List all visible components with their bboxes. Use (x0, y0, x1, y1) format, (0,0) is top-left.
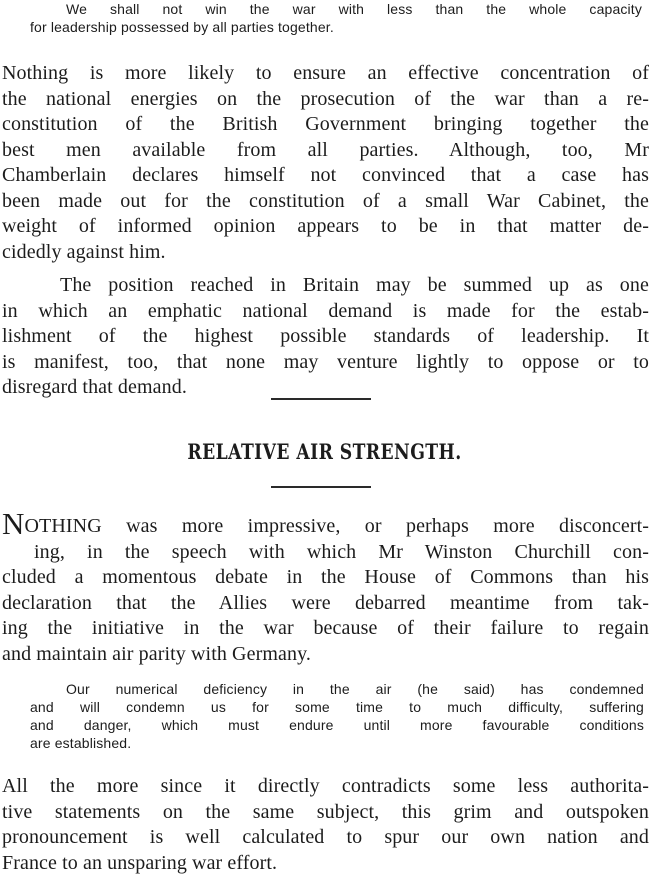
quote-line: Our numerical deficiency in the air (he said) has condemned (66, 680, 644, 698)
text-line: disregard that demand. (2, 375, 649, 401)
quote-line: We shall not win the war with less than the whole capacity (66, 0, 642, 18)
drop-cap: N (2, 514, 25, 540)
text-line: is manifest, too, that none may venture lightly to oppose or to (2, 350, 649, 376)
top-quote (0, 0, 649, 36)
text-line: and maintain air parity with Germany. (2, 642, 649, 668)
text-line: Chamberlain declares himself not convinced that a case has (2, 163, 649, 189)
text-line (2, 514, 649, 540)
text-line: weight of informed opinion appears to be in that matter de- (2, 214, 649, 240)
paragraph-war-effort (2, 774, 649, 876)
text-line: Nothing is more likely to ensure an effective concentration of (2, 61, 649, 87)
quote-line: are established. (30, 734, 649, 752)
text-line: ing, in the speech with which Mr Winston Churchill con- (2, 540, 649, 566)
text-line: constitution of the British Government bringing together the (2, 112, 649, 138)
divider-rule (271, 486, 371, 488)
text-line: in which an emphatic national demand is made for the estab- (2, 299, 649, 325)
quote-line: and danger, which must endure until more favourable conditions (30, 716, 644, 734)
divider-rule (271, 398, 371, 400)
text-line: cidedly against him. (2, 240, 649, 266)
text-line: cluded a momentous debate in the House of Commons than his (2, 565, 649, 591)
text-line: declaration that the Allies were debarred meantime from tak- (2, 591, 649, 617)
text-line: tive statements on the same subject, this grim and outspoken (2, 800, 649, 826)
text-line: All the more since it directly contradicts some less authorita- (2, 774, 649, 800)
text-line: best men available from all parties. Although, too, Mr (2, 138, 649, 164)
text-line: lishment of the highest possible standards of leadership. It (2, 324, 649, 350)
paragraph-cabinet (2, 61, 649, 265)
churchill-quote (0, 680, 649, 752)
text-line: France to an unsparing war effort. (2, 851, 649, 876)
quote-line: and will condemn us for some time to much difficulty, suffering (30, 698, 644, 716)
text-line-rest: OTHING was more impressive, or perhaps more disconcert- (25, 515, 649, 537)
quote-line: for leadership possessed by all parties together. (30, 18, 649, 36)
text-line: ing the initiative in the war because of their failure to regain (2, 616, 649, 642)
paragraph-churchill (2, 514, 649, 667)
section-heading: RELATIVE AIR STRENGTH. (58, 439, 590, 464)
text-line: pronouncement is well calculated to spur our own nation and (2, 825, 649, 851)
text-line: been made out for the constitution of a small War Cabinet, the (2, 189, 649, 215)
text-line: The position reached in Britain may be summed up as one (2, 273, 649, 299)
paragraph-leadership (2, 273, 649, 401)
text-line: the national energies on the prosecution of the war than a re- (2, 87, 649, 113)
